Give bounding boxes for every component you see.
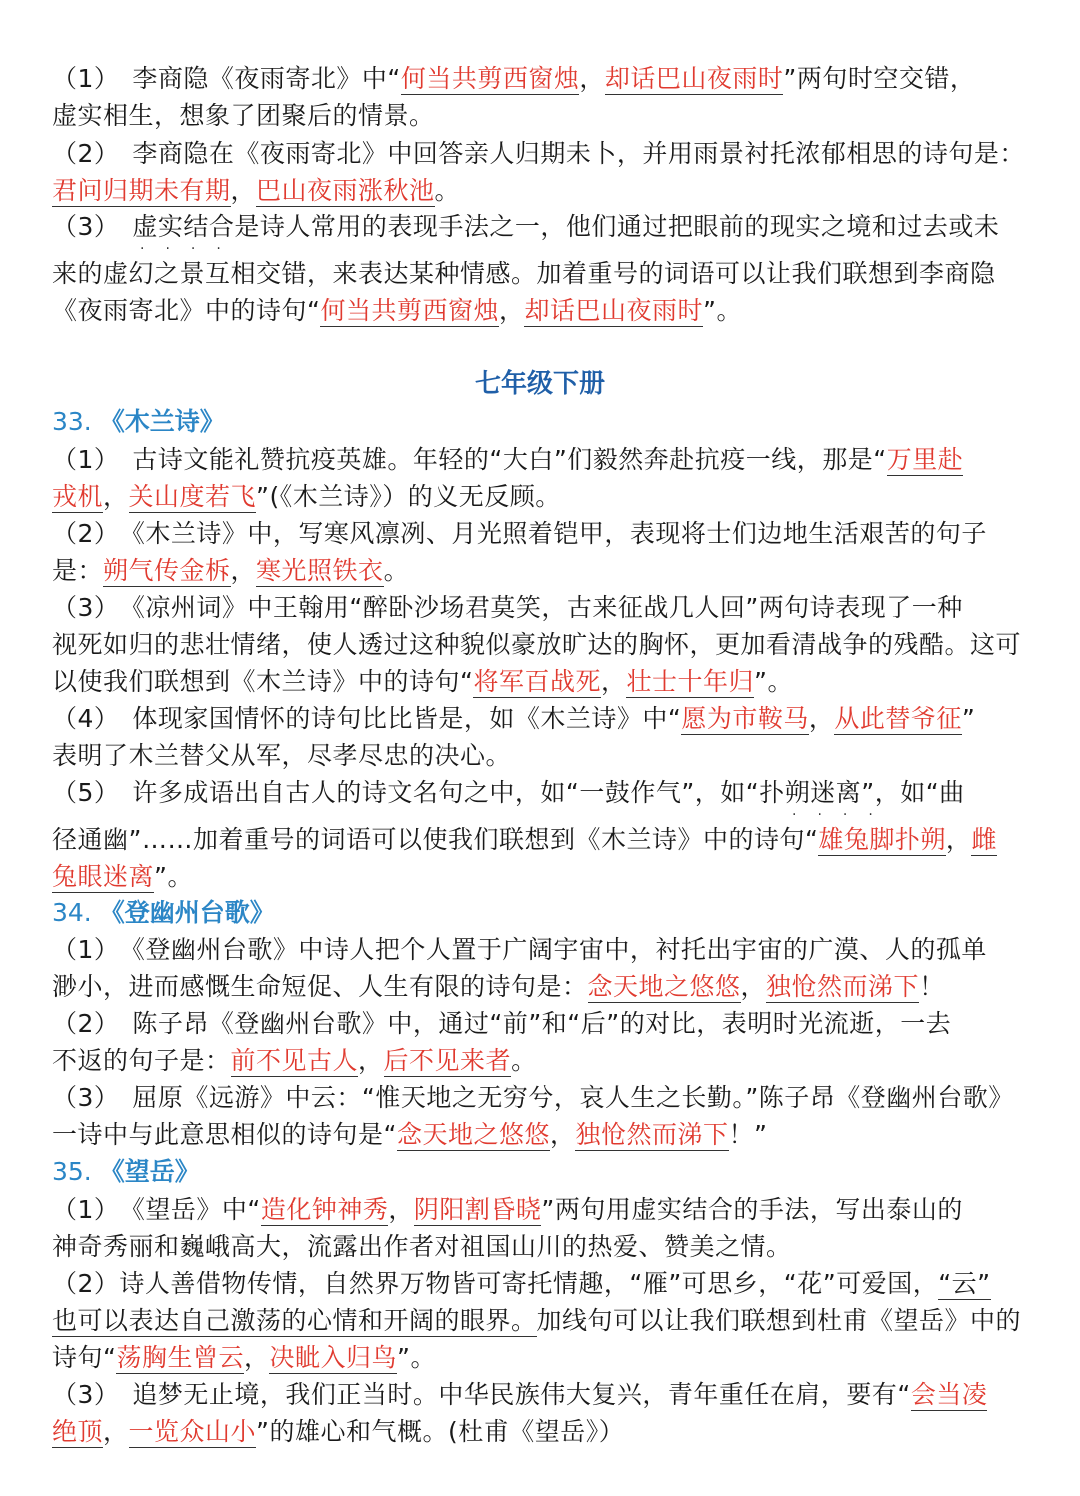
answer-text: 雄兔脚扑朔 bbox=[818, 825, 946, 854]
text: ， bbox=[498, 296, 525, 325]
section-title: 七年级下册 bbox=[474, 369, 605, 399]
text-line bbox=[52, 1195, 963, 1225]
text-line: （3） 《凉州词》中王翰用“醉卧沙场君莫笑，古来征战几人回”两句诗表现了一种 bbox=[52, 593, 963, 622]
text: ”。 bbox=[703, 296, 742, 325]
text-line bbox=[52, 176, 460, 206]
text: ”两句用虚实结合的手法，写出泰山的 bbox=[541, 1195, 963, 1224]
text-line: （1） 《登幽州台歌》中诗人把个人置于广阔宇宙中，衬托出宇宙的广漠、人的孤单 bbox=[52, 935, 987, 964]
text: （1） 李商隐《夜雨寄北》中“ bbox=[52, 64, 401, 93]
answer-text: 一览众山小 bbox=[128, 1417, 257, 1446]
answer-text: 戎机 bbox=[52, 482, 104, 511]
text-line bbox=[52, 1269, 991, 1299]
text: ， bbox=[358, 1046, 384, 1075]
answer-text: 独怆然而涕下 bbox=[766, 972, 920, 1001]
text: 加线句可以让我们联想到杜甫《望岳》中的 bbox=[536, 1306, 1022, 1335]
text: ！” bbox=[728, 1120, 768, 1149]
text-line bbox=[52, 667, 793, 697]
text: ， bbox=[549, 1120, 576, 1149]
text: 《夜雨寄北》中的诗句“ bbox=[52, 296, 321, 325]
text: 不返的句子是： bbox=[52, 1046, 231, 1075]
text: ， bbox=[945, 825, 972, 854]
text-line bbox=[52, 556, 409, 586]
underlined-text: 也可以表达自己激荡的心情和开阔的眼界。 bbox=[52, 1306, 537, 1335]
answer-text: 从此替爷征 bbox=[834, 704, 962, 733]
section-heading-34 bbox=[52, 898, 275, 928]
text: ”。 bbox=[397, 1343, 436, 1372]
text: （1） 古诗文能礼赞抗疫英雄。年轻的“大白”们毅然奔赴抗疫一线，那是“ bbox=[52, 445, 887, 474]
text-line bbox=[52, 1417, 624, 1447]
text: ！ bbox=[919, 972, 945, 1001]
answer-text: 雌 bbox=[971, 825, 997, 854]
heading-title: 《望岳》 bbox=[99, 1157, 200, 1186]
emphasis-dots: ···· bbox=[140, 241, 242, 257]
answer-text: 阴阳割昏晓 bbox=[413, 1195, 542, 1224]
section-heading-35 bbox=[52, 1157, 200, 1187]
text: ， bbox=[103, 482, 129, 511]
text: 诗句“ bbox=[52, 1343, 117, 1372]
answer-text: 万里赴 bbox=[886, 445, 964, 474]
text-line bbox=[52, 1046, 537, 1076]
text-line bbox=[52, 825, 997, 855]
text-line: （2） 李商隐在《夜雨寄北》中回答亲人归期未卜，并用雨景衬托浓郁相思的诗句是： bbox=[52, 139, 1025, 168]
text-line bbox=[52, 482, 561, 512]
text-line: （5） 许多成语出自古人的诗文名句之中，如“一鼓作气”，如“扑朔迷离”，如“曲 bbox=[52, 778, 965, 807]
text-line bbox=[52, 296, 742, 326]
text-line: 虚实相生，想象了团聚后的情景。 bbox=[52, 101, 435, 130]
text-line: （2） 陈子昂《登幽州台歌》中，通过“前”和“后”的对比，表明时光流逝，一去 bbox=[52, 1009, 952, 1038]
answer-text: 绝顶 bbox=[52, 1417, 104, 1446]
text: 径通幽”……加着重号的词语可以使我们联想到《木兰诗》中的诗句“ bbox=[52, 825, 819, 854]
text: ， bbox=[230, 176, 257, 205]
text-line: 神奇秀丽和巍峨高大，流露出作者对祖国山川的热爱、赞美之情。 bbox=[52, 1232, 792, 1261]
text-line: 视死如归的悲壮情绪，使人透过这种貌似豪放旷达的胸怀，更加看清战争的残酷。这可 bbox=[52, 630, 1022, 659]
text-line bbox=[52, 1120, 767, 1150]
answer-text: 决眦入归鸟 bbox=[269, 1343, 397, 1372]
answer-text: 兔眼迷离 bbox=[52, 862, 155, 891]
text: ， bbox=[579, 64, 605, 93]
heading-number: 34. bbox=[52, 898, 92, 927]
answer-text: 却话巴山夜雨时 bbox=[604, 64, 784, 93]
text: 。 bbox=[383, 556, 410, 585]
text: 是： bbox=[52, 556, 104, 585]
text: ”(《木兰诗》）的义无反顾。 bbox=[256, 482, 561, 511]
text-line bbox=[52, 972, 945, 1002]
answer-text: 独怆然而涕下 bbox=[575, 1120, 729, 1149]
text-line bbox=[52, 64, 975, 94]
text-line bbox=[52, 445, 963, 475]
answer-text: 何当共剪西窗烛 bbox=[320, 296, 499, 325]
answer-text: 愿为市鞍马 bbox=[681, 704, 809, 733]
answer-text: 会当凌 bbox=[910, 1380, 988, 1409]
text-line bbox=[52, 862, 193, 892]
answer-text: 造化钟神秀 bbox=[260, 1195, 389, 1224]
emphasis-dots: ···· bbox=[792, 807, 894, 823]
text: ， bbox=[740, 972, 767, 1001]
text: ” bbox=[961, 704, 976, 733]
text: ， bbox=[600, 667, 627, 696]
text-line: （2） 《木兰诗》中，写寒风凛冽、月光照着铠甲，表现将士们边地生活艰苦的句子 bbox=[52, 519, 987, 548]
text: ， bbox=[388, 1195, 414, 1224]
heading-title: 《木兰诗》 bbox=[99, 407, 225, 436]
text: ， bbox=[103, 1417, 129, 1446]
answer-text: 却话巴山夜雨时 bbox=[524, 296, 703, 325]
text: ， bbox=[808, 704, 835, 733]
answer-text: 君问归期未有期 bbox=[52, 176, 231, 205]
underlined-text: “云” bbox=[938, 1269, 991, 1298]
answer-text: 荡胸生曾云 bbox=[116, 1343, 244, 1372]
text: （3） 追梦无止境，我们正当时。中华民族伟大复兴，青年重任在肩，要有“ bbox=[52, 1380, 911, 1409]
text: （1） 《望岳》中“ bbox=[52, 1195, 261, 1224]
text: 。 bbox=[434, 176, 461, 205]
answer-text: 后不见来者 bbox=[383, 1046, 512, 1075]
text: ”的雄心和气概。(杜甫《望岳》） bbox=[256, 1417, 625, 1446]
text: 渺小，进而感慨生命短促、人生有限的诗句是： bbox=[52, 972, 588, 1001]
text-line bbox=[52, 1343, 436, 1373]
text: ”两句时空交错， bbox=[783, 64, 976, 93]
section-heading-33 bbox=[52, 407, 225, 437]
text-line bbox=[52, 704, 975, 734]
answer-text: 念天地之悠悠 bbox=[587, 972, 741, 1001]
answer-text: 巴山夜雨涨秋池 bbox=[256, 176, 435, 205]
answer-text: 关山度若飞 bbox=[128, 482, 257, 511]
answer-text: 何当共剪西窗烛 bbox=[400, 64, 580, 93]
text-line: 表明了木兰替父从军，尽孝尽忠的决心。 bbox=[52, 741, 512, 770]
text-line bbox=[52, 1306, 1021, 1336]
text: ”。 bbox=[754, 667, 793, 696]
answer-text: 将军百战死 bbox=[473, 667, 601, 696]
text-line bbox=[52, 1380, 987, 1410]
answer-text: 朔气传金柝 bbox=[103, 556, 231, 585]
text-line: （3） 虚实结合是诗人常用的表现手法之一，他们通过把眼前的现实之境和过去或未 bbox=[52, 212, 1000, 241]
heading-number: 35. bbox=[52, 1157, 92, 1186]
answer-text: 念天地之悠悠 bbox=[396, 1120, 550, 1149]
text: （4） 体现家国情怀的诗句比比皆是，如《木兰诗》中“ bbox=[52, 704, 682, 733]
answer-text: 壮士十年归 bbox=[626, 667, 754, 696]
text: ”。 bbox=[154, 862, 193, 891]
text: （2）诗人善借物传情，自然界万物皆可寄托情趣，“雁”可思乡，“花”可爱国， bbox=[52, 1269, 939, 1298]
text: ， bbox=[243, 1343, 270, 1372]
text: 。 bbox=[511, 1046, 537, 1075]
text: 以使我们联想到《木兰诗》中的诗句“ bbox=[52, 667, 474, 696]
text: 一诗中与此意思相似的诗句是“ bbox=[52, 1120, 397, 1149]
text-line: （3） 屈原《远游》中云：“惟天地之无穷兮，哀人生之长勤。”陈子昂《登幽州台歌》 bbox=[52, 1083, 1014, 1112]
heading-number: 33. bbox=[52, 407, 92, 436]
heading-title: 《登幽州台歌》 bbox=[99, 898, 275, 927]
text: ， bbox=[230, 556, 257, 585]
answer-text: 前不见古人 bbox=[230, 1046, 359, 1075]
answer-text: 寒光照铁衣 bbox=[256, 556, 384, 585]
text-line: 来的虚幻之景互相交错，来表达某种情感。加着重号的词语可以让我们联想到李商隐 bbox=[52, 259, 996, 288]
